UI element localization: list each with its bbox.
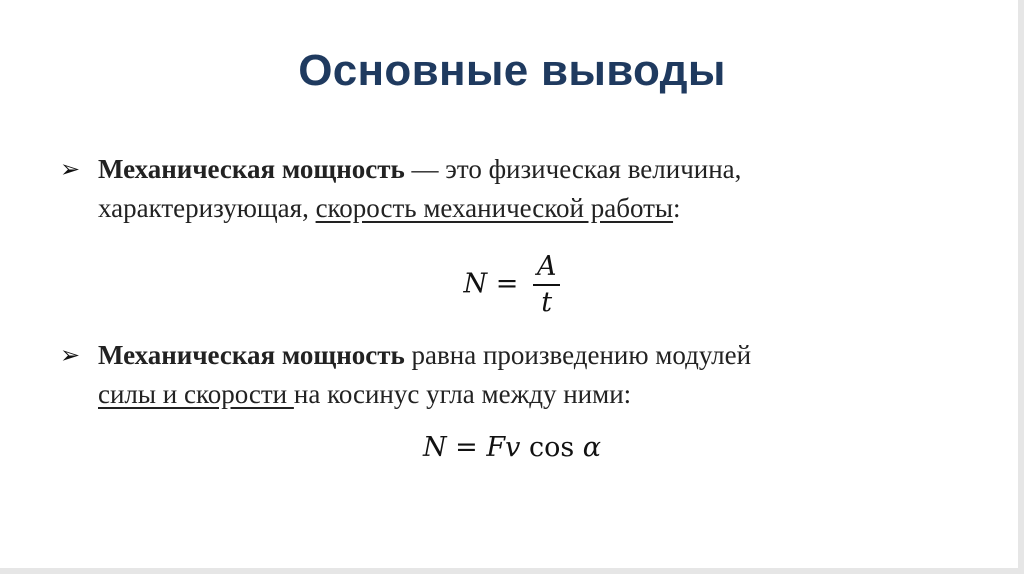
arrow-bullet-icon: ➢ (60, 341, 81, 369)
underlined-work-rate: скорость механической работы (315, 193, 674, 223)
formula1-lhs: N (463, 268, 488, 300)
arrow-bullet-icon: ➢ (60, 155, 81, 183)
formula-power-cos (0, 432, 1024, 463)
bullet-power-definition (60, 150, 960, 228)
statement-line2: на косинус угла между ними: (293, 379, 632, 409)
formula2-angle: α (582, 432, 602, 463)
formula2-eq: = (446, 432, 487, 463)
formula2-cos: cos (520, 432, 583, 463)
formula-power-work-time (0, 250, 1024, 320)
fraction-denominator: t (541, 287, 553, 318)
definition-line2: характеризующая, (98, 193, 316, 223)
statement-line1: равна произведению модулей (404, 340, 752, 370)
formula1-eq: = (487, 268, 527, 300)
term-mechanical-power: Механическая мощность (98, 340, 405, 370)
underlined-force-velocity: силы и скорости (98, 379, 294, 409)
term-mechanical-power: Механическая мощность (98, 154, 405, 184)
bullet-power-force-velocity (60, 336, 960, 414)
formula2-lhs: N (422, 432, 447, 463)
definition-colon: : (673, 193, 681, 223)
page-title: Основные выводы (298, 46, 726, 95)
definition-line1: — это физическая величина, (404, 154, 742, 184)
fraction (533, 250, 561, 320)
formula2-force-velocity: Fv (486, 432, 521, 463)
fraction-numerator: A (533, 250, 561, 286)
